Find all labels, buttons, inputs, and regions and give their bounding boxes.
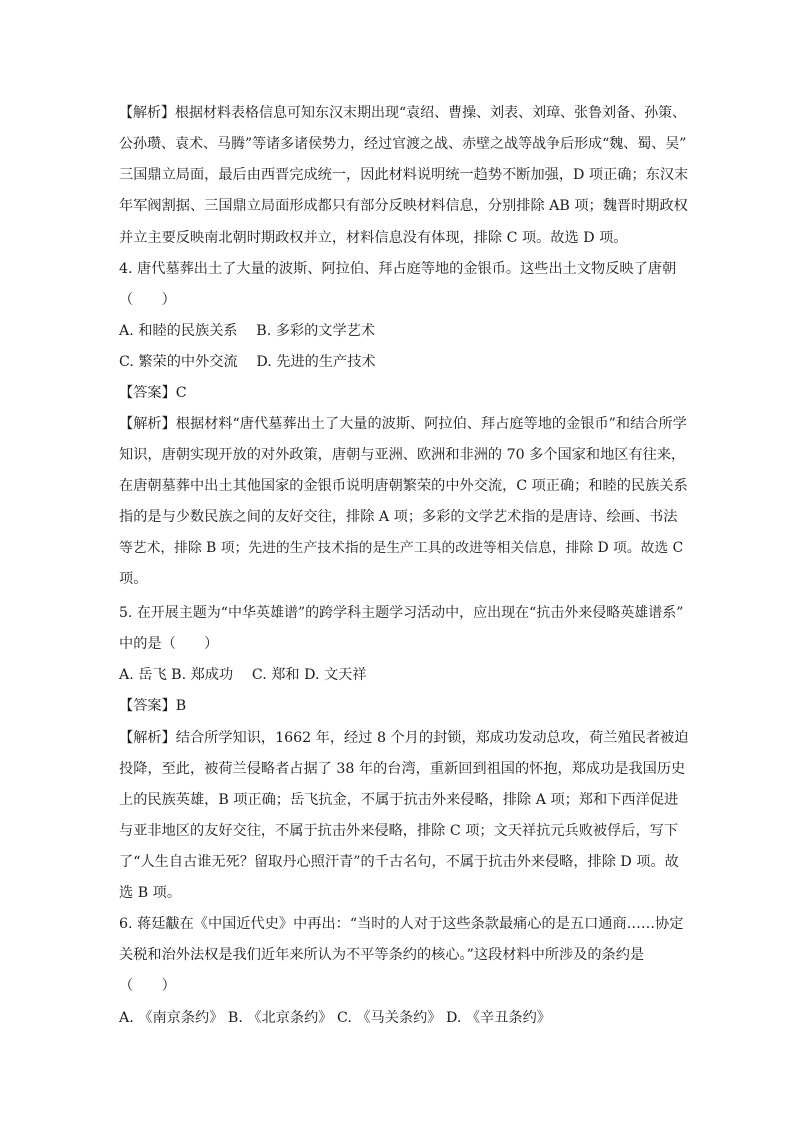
text-line: 【解析】结合所学知识，1662 年，经过 8 个月的封锁，郑成功发动总攻，荷兰殖民者被迫: [119, 730, 689, 746]
text-line: 【解析】根据材料“唐代墓葬出土了大量的波斯、阿拉伯、拜占庭等地的金银币”和结合所学: [119, 416, 687, 432]
text-line: 三国鼎立局面，最后由西晋完成统一，因此材料说明统一趋势不断加强，D 项正确；东汉末: [119, 167, 689, 183]
text-line: 投降，至此，被荷兰侵略者占据了 38 年的台湾，重新回到祖国的怀抱，郑成功是我国历史: [119, 761, 686, 777]
text-line: 知识，唐朝实现开放的对外政策，唐朝与亚洲、欧洲和非洲的 70 多个国家和地区有往来，: [119, 447, 686, 463]
text-line: 项。: [119, 571, 148, 587]
question-stem: 6. 蒋廷黻在《中国近代史》中再出：“当时的人对于这些条款最痛心的是五口通商……协定: [119, 916, 684, 932]
text-line: 并立主要反映南北朝时期政权并立，材料信息没有体现，排除 C 项。故选 D 项。: [119, 230, 628, 246]
question-bracket: （ ）: [119, 978, 176, 994]
text-line: 选 B 项。: [119, 885, 182, 901]
options-line: C. 繁荣的中外交流 D. 先进的生产技术: [119, 354, 376, 370]
text-line: 上的民族英雄，B 项正确；岳飞抗金，不属于抗击外来侵略，排除 A 项；郑和下西洋促进: [119, 792, 679, 808]
question-stem: 5. 在开展主题为“中华英雄谱”的跨学科主题学习活动中，应出现在“抗击外来侵略英雄谱系”: [119, 605, 684, 621]
text-line: 指的是与少数民族之间的友好交往，排除 A 项；多彩的文学艺术指的是唐诗、绘画、书法: [119, 509, 678, 525]
answer-line: 【答案】C: [119, 385, 187, 401]
text-line: 了“人生自古谁无死？留取丹心照汗青”的千古名句，不属于抗击外来侵略，排除 D 项。故: [119, 854, 679, 870]
options-line: A. 《南京条约》 B. 《北京条约》 C. 《马关条约》 D. 《辛丑条约》: [119, 1010, 551, 1026]
options-line: A. 和睦的民族关系 B. 多彩的文学艺术: [119, 323, 376, 339]
question-stem: 关税和治外法权是我们近年来所认为不平等条约的核心。”这段材料中所涉及的条约是: [119, 947, 645, 963]
answer-line: 【答案】B: [119, 698, 187, 714]
text-line: 年军阀割据、三国鼎立局面形成都只有部分反映材料信息，分别排除 AB 项；魏晋时期政权: [119, 198, 688, 214]
question-stem: 4. 唐代墓葬出土了大量的波斯、阿拉伯、拜占庭等地的金银币。这些出土文物反映了唐朝: [119, 261, 677, 277]
question-stem: 中的是（ ）: [119, 636, 219, 652]
text-line: 【解析】根据材料表格信息可知东汉末期出现“袁绍、曹操、刘表、刘璋、张鲁刘备、孙策、: [119, 105, 687, 121]
text-line: 在唐朝墓葬中出土其他国家的金银币说明唐朝繁荣的中外交流，C 项正确；和睦的民族关系: [119, 478, 688, 494]
text-line: 等艺术，排除 B 项；先进的生产技术指的是生产工具的改进等相关信息，排除 D 项。故选 C: [119, 540, 684, 556]
text-line: 公孙瓒、袁术、马腾”等诸多诸侯势力，经过官渡之战、赤壁之战等战争后形成“魏、蜀、吴”: [119, 136, 687, 152]
text-line: 与亚非地区的友好交往，不属于抗击外来侵略，排除 C 项；文天祥抗元兵败被俘后，写下: [119, 823, 679, 839]
options-line: A. 岳飞 B. 郑成功 C. 郑和 D. 文天祥: [119, 667, 367, 683]
question-bracket: （ ）: [119, 292, 176, 308]
